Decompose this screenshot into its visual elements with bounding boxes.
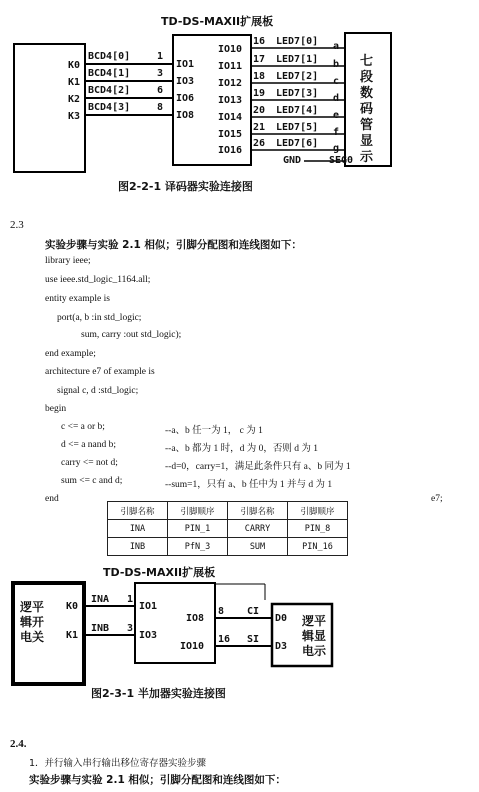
fig1-io-left-6: IO6 [176, 93, 195, 104]
code-end: end [45, 494, 59, 504]
fig1-led-label-1: LED7[1] [276, 54, 319, 65]
fig2-input-inb: INB [91, 623, 110, 634]
fig1-bcd-label-2: BCD4[2] [88, 85, 131, 96]
table-cell: CARRY [228, 520, 288, 538]
fig1-display-char-0: 七 [360, 54, 374, 69]
fig2-right-box-line-1: 逻平 [302, 614, 327, 628]
stmt-comment-3: --d=0，carry=1，满足此条件只有 a、b 同为 1 [165, 462, 351, 472]
fig1-io-right-10: IO10 [218, 44, 243, 55]
code-line-6: end example; [45, 349, 96, 359]
fig2-disp-pin-d3: D3 [275, 641, 288, 652]
fig1-led-pin-5: 21 [253, 122, 266, 133]
fig1-board-title: TD-DS-MAXII扩展板 [161, 15, 274, 28]
stmt-code-4: sum <= c and d; [61, 476, 123, 486]
stmt-comment-1: --a、b 任一为 1， c 为 1 [165, 426, 263, 436]
fig2-out-pin-8: 8 [218, 606, 225, 617]
fig1-display-char-1: 段 [360, 70, 374, 85]
fig1-led-pin-6: 26 [253, 138, 266, 149]
fig2-input-k0: K0 [66, 601, 79, 612]
table-header-row [108, 502, 348, 520]
fig1-led-pin-4: 20 [253, 105, 266, 116]
fig2-io-right-8: IO8 [186, 613, 205, 624]
code-line-3: entity example is [45, 294, 110, 304]
fig1-led-pin-3: 19 [253, 88, 266, 99]
fig2-out-si: SI [247, 634, 260, 645]
stmt-comment-2: --a、b 都为 1 时，d 为 0，否则 d 为 1 [165, 444, 319, 454]
table-header-cell: 引脚名称 [228, 502, 288, 520]
fig2-caption: 图2-3-1 半加器实验连接图 [91, 687, 226, 700]
fig2-disp-pin-d0: D0 [275, 613, 288, 624]
fig1-caption: 图2-2-1 译码器实验连接图 [118, 180, 253, 193]
fig1-display-char-4: 管 [360, 118, 374, 133]
fig2-right-box-line-3: 电示 [302, 644, 327, 658]
fig1-display-char-2: 数 [360, 86, 374, 101]
fig1-led-label-5: LED7[5] [276, 122, 319, 133]
fig1-io-left-1: IO1 [176, 59, 195, 70]
fig1-segment-c: c [333, 76, 340, 87]
fig1-led-pin-2: 18 [253, 71, 266, 82]
fig2-input-pin-1: 1 [127, 594, 134, 605]
fig2-input-pin-3: 3 [127, 623, 134, 634]
fig1-input-k0: K0 [68, 60, 81, 71]
section-2-4-item: 1．并行输入串行输出移位寄存器实验步骤 [29, 758, 207, 769]
code-line-2: use ieee.std_logic_1164.all; [45, 275, 151, 285]
stmt-code-1: c <= a or b; [61, 422, 105, 432]
fig1-io-right-14: IO14 [218, 112, 243, 123]
table-cell: INB [108, 538, 168, 556]
fig1-led-pin-0: 16 [253, 36, 266, 47]
fig2-right-box-line-2: 辑显 [302, 629, 327, 643]
code-line-9: begin [45, 404, 67, 414]
fig1-io-right-15: IO15 [218, 129, 243, 140]
fig1-bcd-pin-3: 8 [157, 102, 164, 113]
table-cell: PIN_16 [288, 538, 348, 556]
fig1-input-k1: K1 [68, 77, 81, 88]
table-header-cell: 引脚名称 [108, 502, 168, 520]
fig1-segment-e: e [333, 110, 340, 121]
fig1-segment-b: b [333, 59, 340, 70]
fig1-bcd-label-1: BCD4[1] [88, 68, 131, 79]
table-row [108, 520, 348, 538]
fig2-io-left-1: IO1 [139, 601, 158, 612]
fig1-bcd-label-0: BCD4[0] [88, 51, 131, 62]
fig1-gnd-label: GND [283, 155, 302, 166]
section-2-3-number: 2.3 [10, 219, 24, 231]
fig1-input-k2: K2 [68, 94, 81, 105]
fig2-board-title: TD-DS-MAXII扩展板 [103, 566, 216, 579]
fig1-bcd-label-3: BCD4[3] [88, 102, 131, 113]
fig1-segment-g: g [333, 143, 340, 154]
fig2-left-box-line-3: 电关 [20, 630, 45, 644]
fig1-display-char-6: 示 [360, 150, 374, 165]
fig1-bcd-pin-0: 1 [157, 51, 164, 62]
fig1-input-k3: K3 [68, 111, 81, 122]
fig1-segment-d: d [333, 93, 340, 104]
section-2-4-number: 2.4. [10, 738, 27, 750]
fig1-display-char-5: 显 [360, 134, 374, 149]
fig1-seg0-label: SEG0 [329, 155, 354, 166]
fig1-segment-f: f [333, 127, 340, 138]
fig1-io-right-13: IO13 [218, 95, 243, 106]
fig1-led-label-4: LED7[4] [276, 105, 319, 116]
fig1-segment-a: a [333, 41, 340, 52]
code-line-8: signal c, d :std_logic; [57, 386, 139, 396]
fig1-led-label-3: LED7[3] [276, 88, 319, 99]
fig2-left-box-line-2: 辑开 [20, 615, 45, 629]
code-line-4: port(a, b :in std_logic; [57, 313, 142, 323]
code-line-7: architecture e7 of example is [45, 367, 155, 377]
code-end-name: e7; [431, 494, 443, 504]
fig1-bcd-pin-1: 3 [157, 68, 164, 79]
fig2-out-ci: CI [247, 606, 260, 617]
fig2-input-k1: K1 [66, 630, 79, 641]
fig2-io-right-10: IO10 [180, 641, 205, 652]
section-2-3-intro: 实验步骤与实验 2.1 相似；引脚分配图和连线图如下： [45, 239, 302, 251]
fig1-led-label-6: LED7[6] [276, 138, 319, 149]
fig1-io-left-8: IO8 [176, 110, 195, 121]
table-cell: PIN_1 [168, 520, 228, 538]
fig1-led-label-2: LED7[2] [276, 71, 319, 82]
table-cell: SUM [228, 538, 288, 556]
pin-assignment-table [107, 501, 348, 556]
fig1-io-right-16: IO16 [218, 145, 243, 156]
fig1-display-char-3: 码 [360, 102, 374, 117]
stmt-code-3: carry <= not d; [61, 458, 118, 468]
fig2-input-ina: INA [91, 594, 110, 605]
code-line-5: sum, carry :out std_logic); [81, 330, 182, 340]
table-row [108, 538, 348, 556]
fig2-left-box-line-1: 逻平 [20, 600, 45, 614]
code-line-1: library ieee; [45, 256, 91, 266]
fig1-led-label-0: LED7[0] [276, 36, 319, 47]
fig1-io-left-3: IO3 [176, 76, 195, 87]
fig1-bcd-pin-2: 6 [157, 85, 164, 96]
table-header-cell: 引脚顺序 [168, 502, 228, 520]
stmt-comment-4: --sum=1，只有 a、b 任中为 1 并与 d 为 1 [165, 480, 333, 490]
table-cell: PIN_8 [288, 520, 348, 538]
section-2-4-intro: 实验步骤与实验 2.1 相似；引脚分配图和连线图如下： [29, 774, 286, 786]
fig1-io-right-12: IO12 [218, 78, 243, 89]
fig1-io-right-11: IO11 [218, 61, 243, 72]
table-header-cell: 引脚顺序 [288, 502, 348, 520]
table-cell: INA [108, 520, 168, 538]
stmt-code-2: d <= a nand b; [61, 440, 117, 450]
fig1-led-pin-1: 17 [253, 54, 266, 65]
fig2-out-pin-16: 16 [218, 634, 231, 645]
table-cell: PfN_3 [168, 538, 228, 556]
fig2-io-left-3: IO3 [139, 630, 158, 641]
